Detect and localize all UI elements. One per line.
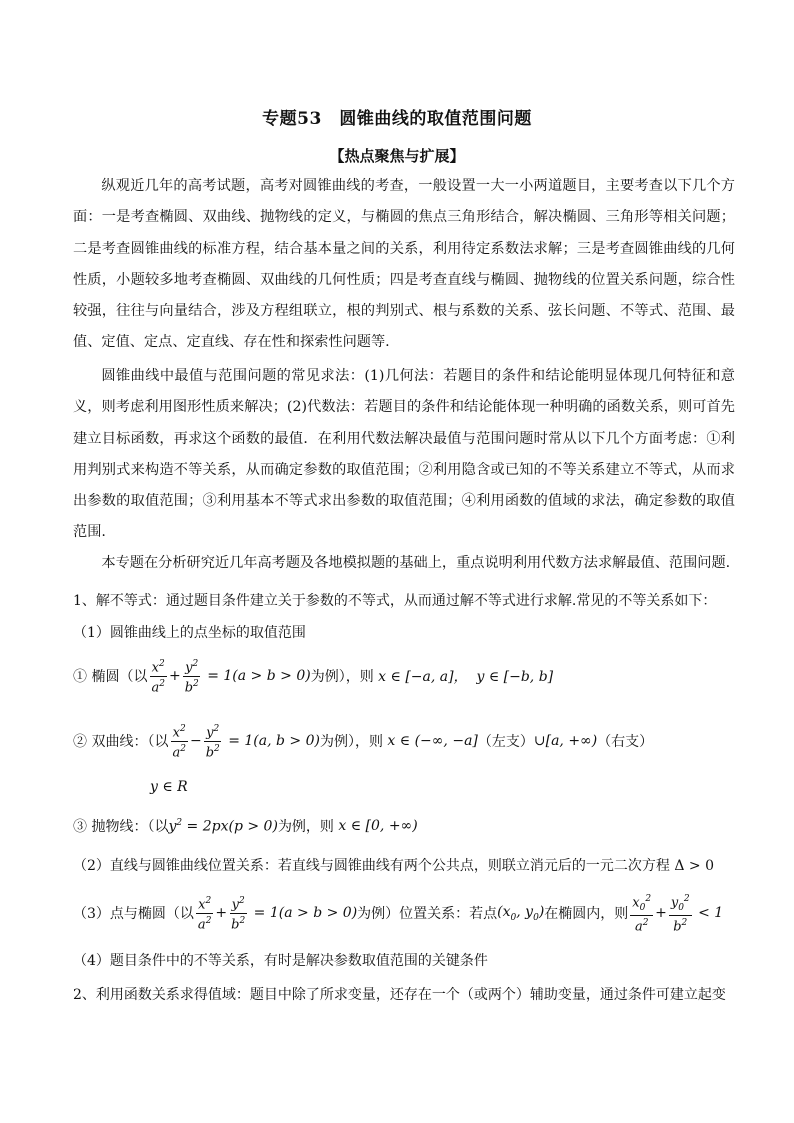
hyperbola-range-line: ② 双曲线：（以 $\frac{x^2}{a^2}$ − $\frac{y^2}{b^2}$ = 1(a, b > 0) 为例），则 x ∈ (−∞, −a] （左支） ∪ [a, +∞) （右支） xyxy=(73,724,654,760)
fraction-x2-a2: $\frac{x^2}{a^2}$ xyxy=(151,659,165,695)
section-1-2: （2）直线与圆锥曲线位置关系：若直线与圆锥曲线有两个公共点，则联立消元后的一元二次方程 Δ > 0 xyxy=(73,858,715,874)
ellipse-range-line: ① 椭圆（以 $\frac{x^2}{a^2}$ + $\frac{y^2}{b^2}$ = 1(a > b > 0) 为例），则 x ∈ [−a, a]， y ∈ [−b, b] xyxy=(73,659,554,695)
section-1-1: （1）圆锥曲线上的点坐标的取值范围 xyxy=(73,625,306,641)
section-1-heading: 1、解不等式：通过题目条件建立关于参数的不等式，从而通过解不等式进行求解.常见的不等关系如下： xyxy=(73,593,717,609)
section-heading: 【热点聚焦与扩展】 xyxy=(329,147,465,165)
paragraph-scope: 本专题在分析研究近几年高考题及各地模拟题的基础上，重点说明利用代数方法求解最值、范围问题. xyxy=(101,555,731,571)
section-1-4: （4）题目条件中的不等关系，有时是解决参数取值范围的关键条件 xyxy=(73,953,488,969)
page-title: 专题53 圆锥曲线的取值范围问题 xyxy=(262,109,532,129)
section-2-heading: 2、利用函数关系求得值域：题目中除了所求变量，还存在一个（或两个）辅助变量，通过条件可建立起变 xyxy=(73,987,726,1003)
hyperbola-y-range: y ∈ R xyxy=(150,779,188,795)
parabola-range-line: ③ 抛物线：（以 $y^2 = 2px(p > 0)$ 为例，则 x ∈ [0, +∞) xyxy=(73,817,418,835)
paragraph-methods: 圆锥曲线中最值与范围问题的常见求法：(1)几何法：若题目的条件和结论能明显体现几何特征和意义，则考虑利用图形性质来解决；(2)代数法：若题目的条件和结论能体现一种明确的函数关系，则可首先建立目标函数，再求这个函数的最值．在利用代数法解决最值与范围问题时常从以下几个方面考虑：①利用判别式来构造不等关系，从而确定参数的取值范围；②利用隐含或已知的不等关系建立不等式，从而求出参数的取值范围；③利用基本不等式求出参数的取值范围；④利用函数的值域的求法，确定参数的取值范围. xyxy=(73,368,735,541)
fraction-y2-b2: $\frac{y^2}{b^2}$ xyxy=(184,659,199,695)
paragraph-intro: 纵观近几年的高考试题，高考对圆锥曲线的考查，一般设置一大一小两道题目，主要考查以下几个方面：一是考查椭圆、双曲线、抛物线的定义，与椭圆的焦点三角形结合，解决椭圆、三角形等相关问题；二是考查圆锥曲线的标准方程，结合基本量之间的关系，利用待定系数法求解；三是考查圆锥曲线的几何性质，小题较多地考查椭圆、双曲线的几何性质；四是考查直线与椭圆、抛物线的位置关系问题，综合性较强，往往与向量结合，涉及方程组联立，根的判别式、根与系数的关系、弦长问题、不等式、范围、最值、定值、定点、定直线、存在性和探索性问题等. xyxy=(73,178,735,351)
point-ellipse-line: （3）点与椭圆（以 $\frac{x^2}{a^2}$ + $\frac{y^2}{b^2}$ = 1(a > b > 0) 为例）位置关系：若点 ($x_0$, $y_0$) 在椭圆内，则 $\frac{x_0^2}{a^2}$ + $\frac{y_0^2}{b^2}$ < 1 xyxy=(73,893,724,935)
